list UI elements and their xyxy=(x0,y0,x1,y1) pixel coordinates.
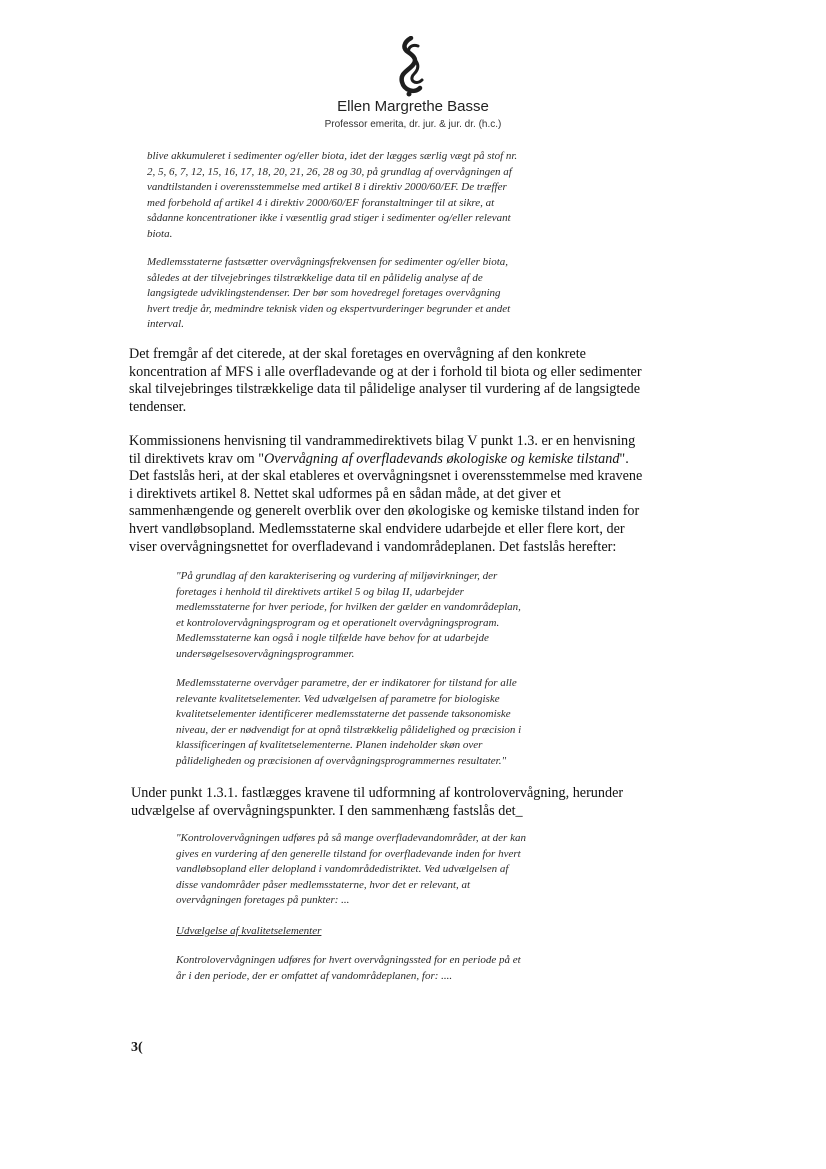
body-line: Under punkt 1.3.1. fastlægges kravene til udformning af kontrolovervågning, herunder xyxy=(131,785,624,801)
quote-block-4 xyxy=(176,676,521,769)
quote-line: 2, 5, 6, 7, 12, 15, 16, 17, 18, 20, 21, 26, 28 og 30, på grundlag af overvågningen af xyxy=(147,165,512,178)
logo-icon xyxy=(392,36,430,98)
quote-line: foretages i henhold til direktivets artikel 5 og bilag II, udarbejder xyxy=(176,585,464,598)
body-line: hvert vandløbsopland. Medlemsstaterne skal endvidere udarbejde et eller flere kort, der xyxy=(129,520,625,537)
quote-block-1 xyxy=(147,149,517,242)
quote-line: blive akkumuleret i sedimenter og/eller biota, idet der lægges særlig vægt på stof nr. xyxy=(147,150,518,162)
quote-line: gives en vurdering af den generelle tilstand for overfladevande inden for hvert xyxy=(176,847,521,860)
body-line: Det fastslås heri, at der skal etableres et overvågningsnet i overensstemmelse med kravene xyxy=(129,468,643,485)
quote-line: pålideligheden og præcisionen af overvågningsprogrammernes resultater." xyxy=(176,754,507,767)
paragraph-2 xyxy=(129,433,642,556)
quote-line: Medlemsstaterne fastsætter overvågningsfrekvensen for sedimenter og/eller biota, xyxy=(147,256,508,268)
body-text: til direktivets krav om " xyxy=(129,450,265,467)
quote-block-6 xyxy=(176,953,521,984)
paragraph-3 xyxy=(131,785,623,820)
body-line: Det fremgår af det citerede, at der skal foretages en overvågning af den konkrete xyxy=(129,346,586,362)
quote-line: vandløbsopland eller delopland i vandområdedistriktet. Ved udvælgelsen af xyxy=(176,863,509,875)
quote-block-2 xyxy=(147,255,510,333)
quote-line: Medlemsstaterne kan også i nogle tilfælde have behov for at udarbejde xyxy=(176,632,489,644)
quote-line: klassificeringen af kvalitetselementerne. Planen indeholder skøn over xyxy=(176,739,483,751)
quote-line: "Kontrolovervågningen udføres på så mange overfladevandområder, at der kan xyxy=(176,832,526,844)
emphasis-text: Overvågning af overfladevands økologiske og kemiske tilstand xyxy=(264,450,620,467)
body-line: koncentration af MFS i alle overfladevande og at der i forhold til biota og eller sedimenter xyxy=(129,363,642,380)
body-line xyxy=(129,451,642,469)
quote-line: medlemsstaterne for hver periode, for hvilken der gælder en vandområdeplan, xyxy=(176,601,521,613)
quote-line: overvågningen foretages på punkter: ... xyxy=(176,894,350,906)
quote-line: hvert tredje år, medmindre teknisk viden og ekspertvurderinger begrunder et andet xyxy=(147,302,511,315)
quote-line: således at der tilvejebringes tilstrækkelige data til en pålidelig analyse af de xyxy=(147,271,483,284)
author-title: Professor emerita, dr. jur. & jur. dr. (h.c.) xyxy=(324,119,502,130)
body-line: skal tilvejebringes tilstrækkelige data til pålidelige analyser til vurdering af de langsigtede xyxy=(129,381,640,398)
quote-line: interval. xyxy=(147,318,184,330)
body-line: sammenhængende og generelt overblik over den økologiske og kemiske tilstand inden for xyxy=(129,503,640,520)
page-number: 3( xyxy=(131,1040,143,1055)
quote-line: et kontrolovervågningsprogram og et operationelt overvågningsprogram. xyxy=(176,616,500,629)
quote-line: med forbehold af artikel 4 i direktiv 2000/60/EF foranstaltninger til at sikre, at xyxy=(147,196,495,209)
quote-line: Kontrolovervågningen udføres for hvert overvågningssted for en periode på et xyxy=(176,954,521,966)
quote-line: disse vandområder påser medlemsstaterne, hvor det er relevant, at xyxy=(176,878,471,891)
quote-line: niveau, der er nødvendigt for at opnå tilstrækkelig pålidelighed og præcision i xyxy=(176,723,522,736)
section-heading: Udvælgelse af kvalitetselementer xyxy=(176,925,322,937)
quote-line: langsigtede udviklingstendenser. Der bør som hovedregel foretages overvågning xyxy=(147,287,501,299)
body-text: ". xyxy=(619,450,629,467)
body-line: udvælgelse af overvågningspunkter. I den sammenhæng fastslås det_ xyxy=(131,802,523,819)
author-name: Ellen Margrethe Basse xyxy=(337,98,489,115)
body-line: viser overvågningsnettet for overfladevand i vandområdeplanen. Det fastslås herefter: xyxy=(129,538,617,555)
quote-block-3 xyxy=(176,569,521,662)
quote-block-5 xyxy=(176,831,526,909)
body-line: tendenser. xyxy=(129,398,187,415)
quote-line: undersøgelsesovervågningsprogrammer. xyxy=(176,647,355,660)
quote-line: Medlemsstaterne overvåger parametre, der er indikatorer for tilstand for alle xyxy=(176,677,517,689)
quote-line: sådanne koncentrationer ikke i væsentlig grad stiger i sedimenter og/eller relevant xyxy=(147,212,511,224)
quote-line: "På grundlag af den karakterisering og vurdering af miljøvirkninger, der xyxy=(176,570,498,582)
quote-line: vandtilstanden i overensstemmelse med artikel 8 i direktiv 2000/60/EF. De træffer xyxy=(147,181,507,193)
body-line: i direktivets artikel 8. Nettet skal udformes på en sådan måde, at det giver et xyxy=(129,485,561,502)
quote-line: relevante kvalitetselementer. Ved udvælgelsen af parametre for biologiske xyxy=(176,692,500,705)
quote-line: år i den periode, der er omfattet af vandområdeplanen, for: .... xyxy=(176,969,453,982)
quote-line: biota. xyxy=(147,227,173,240)
body-line: Kommissionens henvisning til vandrammedirektivets bilag V punkt 1.3. er en henvisning xyxy=(129,433,636,449)
quote-line: kvalitetselementer identificerer medlemsstaterne det passende taksonomiske xyxy=(176,708,511,720)
paragraph-1 xyxy=(129,346,642,416)
